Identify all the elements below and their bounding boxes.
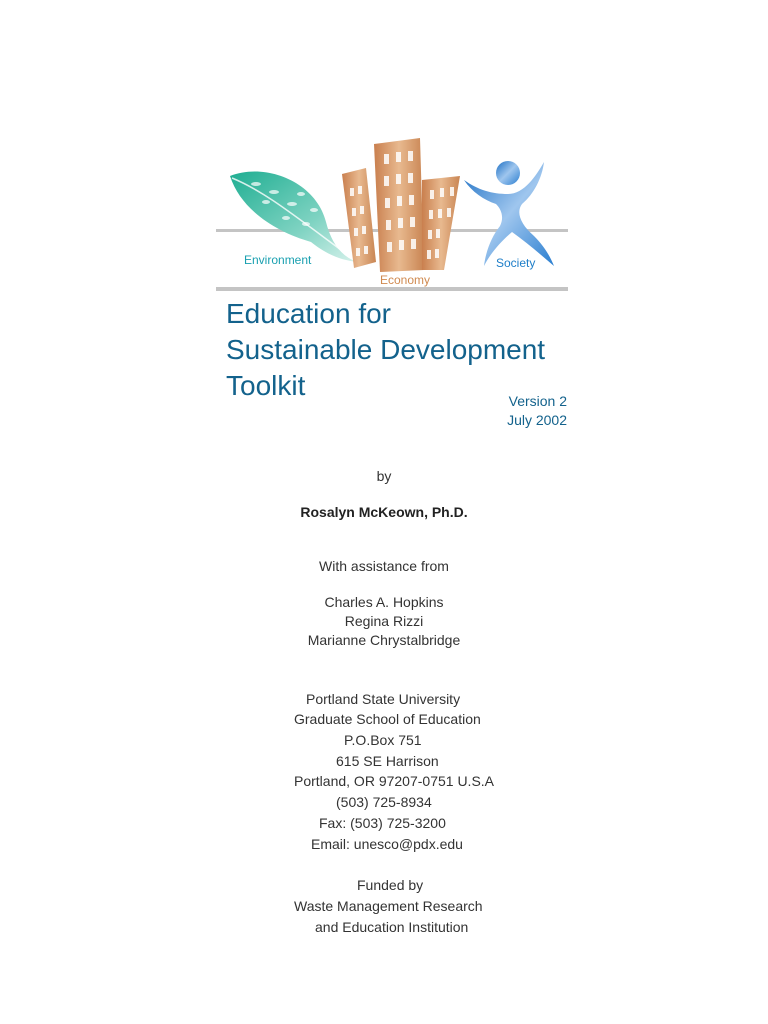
funder-name: Waste Management Research	[294, 898, 483, 914]
title-line-1: Education for	[226, 298, 391, 329]
address-line: Graduate School of Education	[294, 711, 481, 727]
assistant-name: Charles A. Hopkins	[324, 594, 444, 610]
title-line-2: Sustainable Development	[226, 334, 546, 365]
buildings-icon	[342, 138, 460, 272]
economy-label: Economy	[380, 273, 431, 287]
society-label: Society	[496, 256, 536, 270]
title-line-3: Toolkit	[226, 370, 306, 401]
assistant-name: Marianne Chrystalbridge	[307, 632, 461, 648]
version-block	[507, 392, 567, 430]
address-line: P.O.Box 751	[344, 732, 422, 748]
email-address: Email: unesco@pdx.edu	[311, 836, 463, 852]
address-line: Portland State University	[306, 691, 461, 707]
assistance-intro: With assistance from	[319, 558, 449, 574]
version-date: July 2002	[507, 412, 567, 428]
address-line: Portland, OR 97207-0751 U.S.A	[294, 773, 495, 789]
phone-number: (503) 725-8934	[336, 794, 432, 810]
person-icon	[464, 161, 554, 266]
assistant-names	[308, 593, 461, 650]
leaf-icon	[230, 172, 358, 262]
fax-number: Fax: (503) 725-3200	[319, 815, 446, 831]
logo-bottom-rule	[216, 287, 568, 291]
address-line: 615 SE Harrison	[336, 753, 439, 769]
by-label: by	[376, 468, 392, 484]
esd-logo	[216, 132, 568, 296]
version-number: Version 2	[508, 393, 567, 409]
environment-label: Environment	[244, 253, 312, 267]
funder-name: and Education Institution	[315, 919, 469, 935]
author-name: Rosalyn McKeown, Ph.D.	[300, 504, 468, 520]
funded-by-label: Funded by	[357, 877, 424, 893]
document-title	[226, 296, 586, 404]
assistant-name: Regina Rizzi	[344, 613, 424, 629]
